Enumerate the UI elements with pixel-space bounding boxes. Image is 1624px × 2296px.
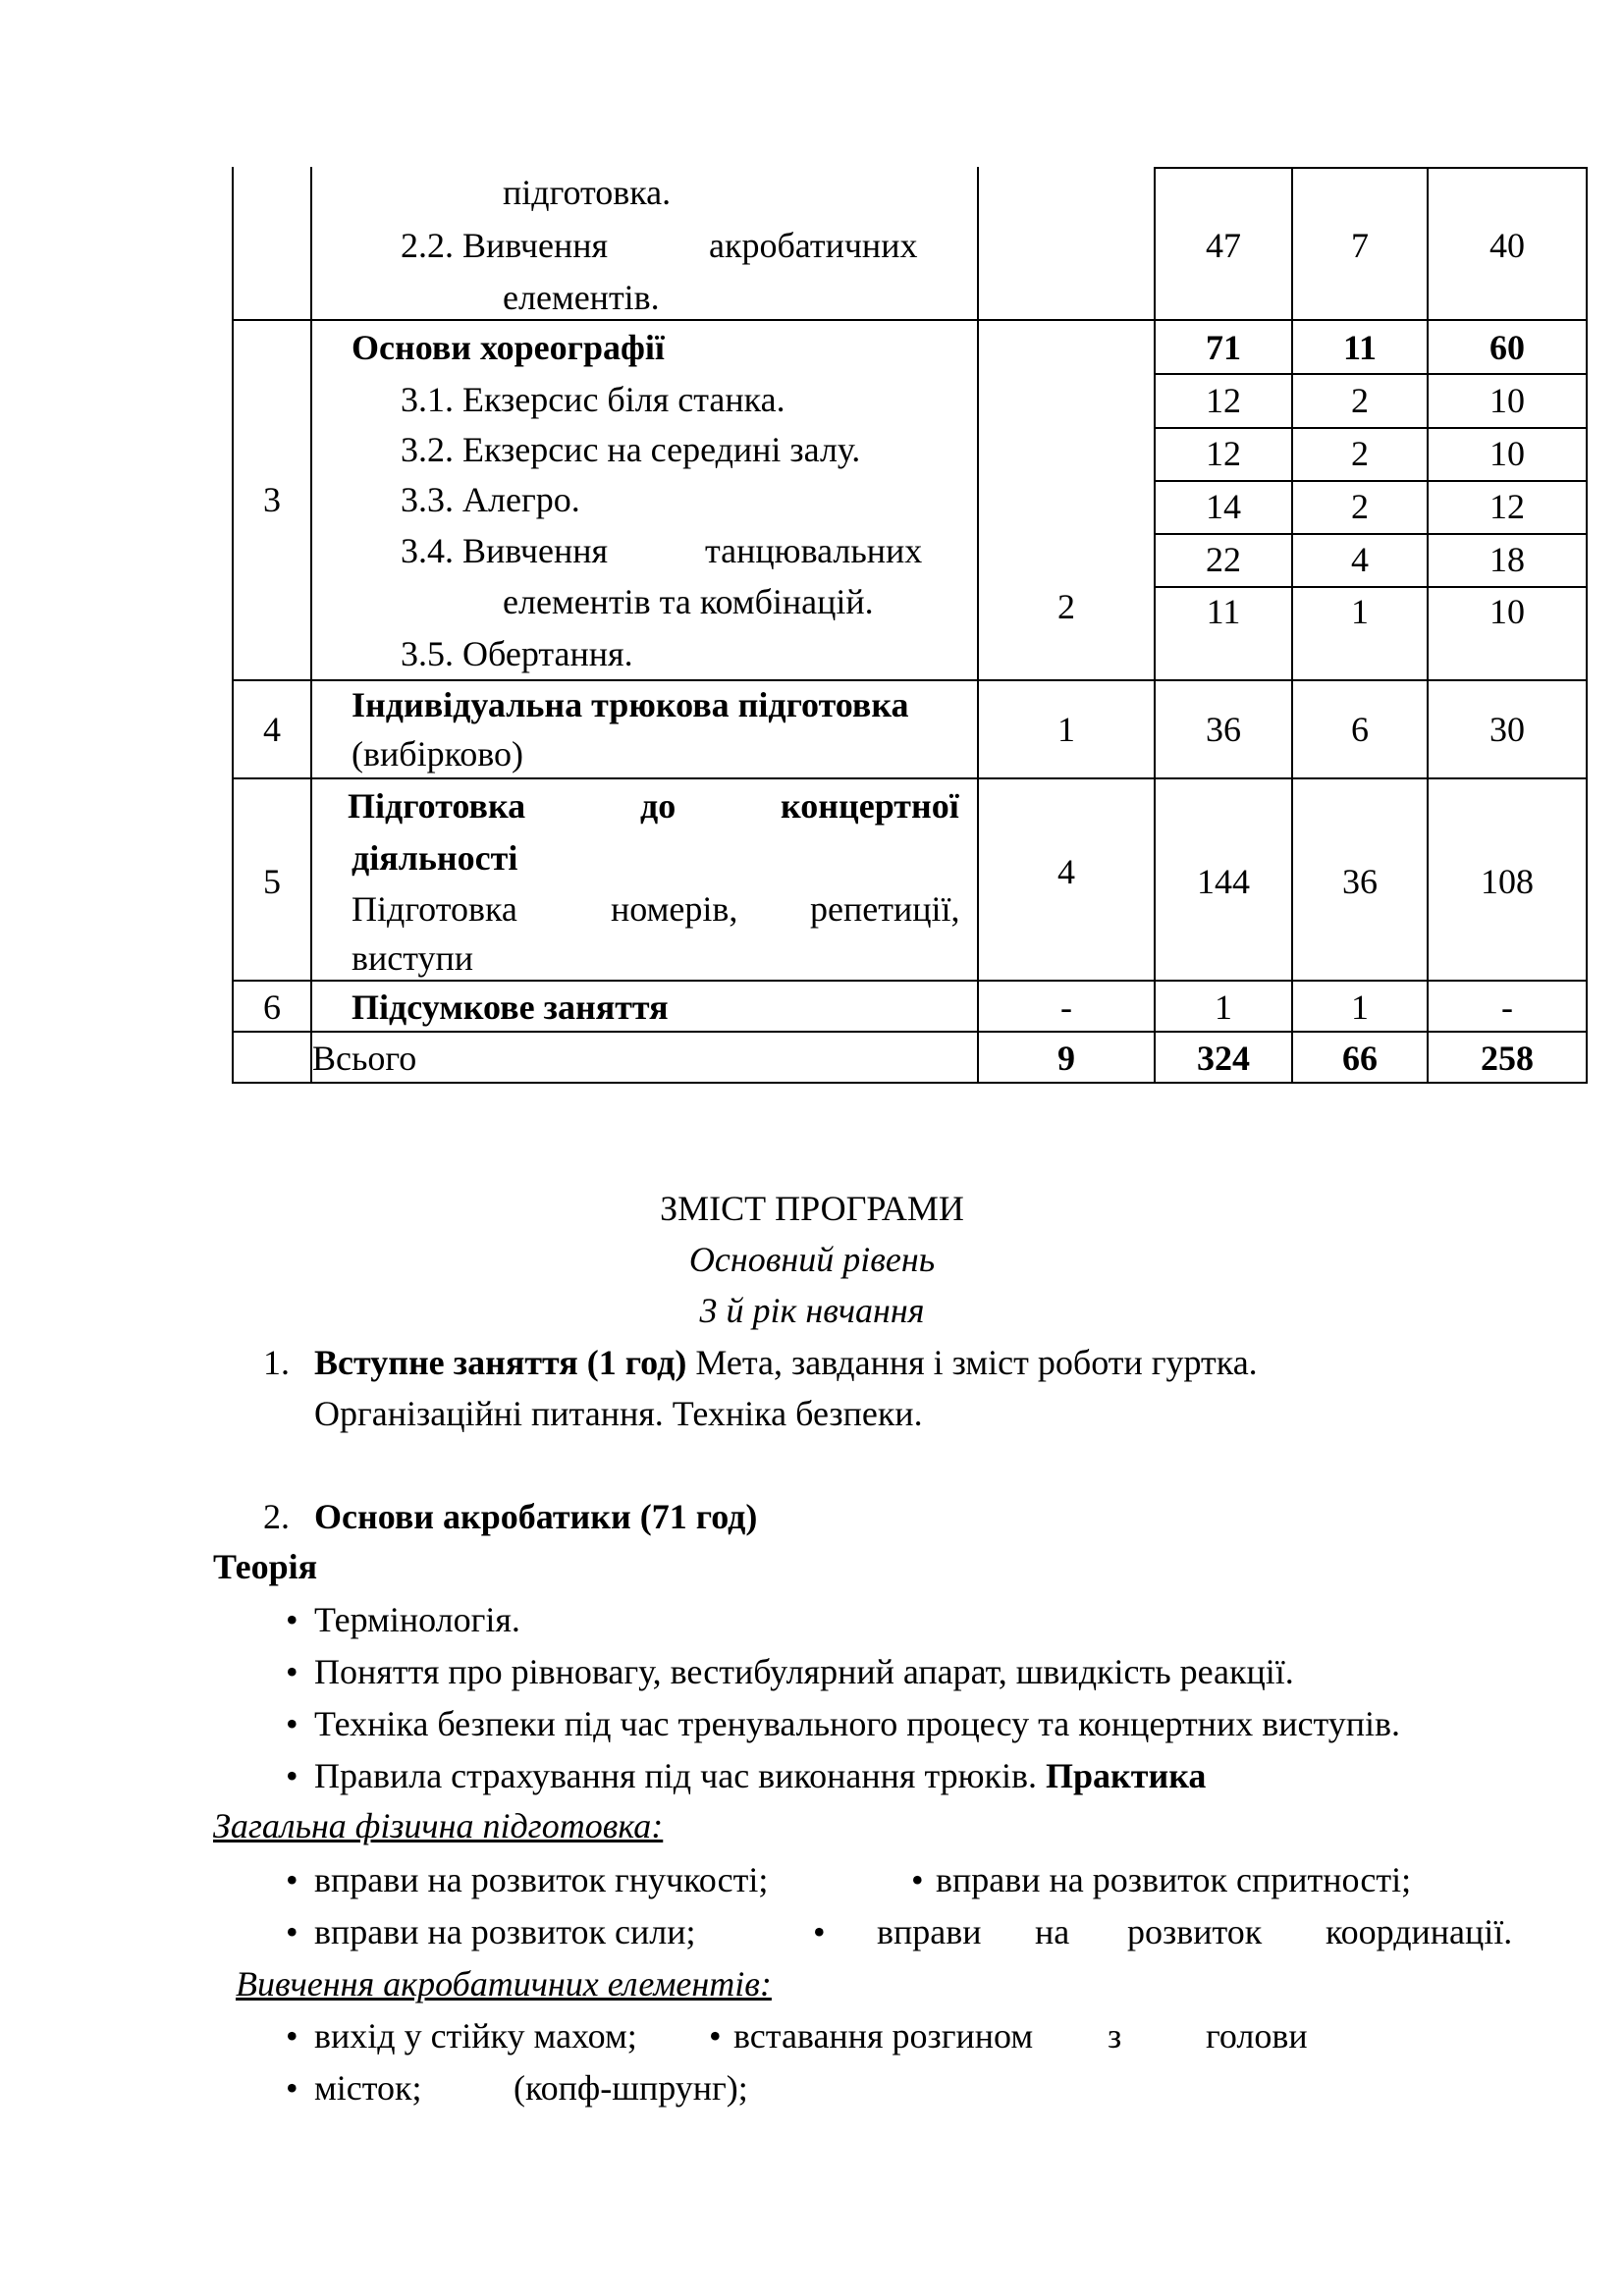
cell-theory: 36 <box>1342 862 1378 901</box>
year-subtitle: 3 й рік нвчання <box>699 1291 925 1330</box>
bullet-icon: • <box>813 1912 826 1951</box>
cell-practice: 40 <box>1489 226 1525 265</box>
cell-practice: 60 <box>1489 328 1525 367</box>
cell-theory: 4 <box>1351 540 1369 579</box>
list-item: (копф-шпрунг); <box>514 2068 748 2108</box>
cell-theory: 2 <box>1351 381 1369 420</box>
row-number: 4 <box>263 710 281 749</box>
row-number: 3 <box>263 480 281 519</box>
bullet-icon: • <box>286 1704 298 1743</box>
cell-total: 1 <box>1215 988 1232 1027</box>
cell-total: 36 <box>1206 710 1241 749</box>
section-title: Підсумкове заняття <box>352 988 669 1027</box>
cell-practice: 12 <box>1489 487 1525 526</box>
cell-weekly: 4 <box>1057 852 1075 891</box>
list-item <box>314 1758 1206 1793</box>
list-item: місток; <box>314 2068 422 2108</box>
subsection-label: Вивчення акробатичних елементів: <box>236 1964 772 2003</box>
bullet-icon: • <box>286 2068 298 2108</box>
table-row-divider <box>232 1031 1588 1033</box>
section-text: Мета, завдання і зміст роботи гуртка. <box>686 1343 1258 1382</box>
cell-theory: 2 <box>1351 487 1369 526</box>
table-row-divider <box>1154 167 1588 169</box>
theory-label: Теорія <box>213 1547 318 1586</box>
cell-total: 11 <box>1206 592 1241 631</box>
cell-theory: 1 <box>1351 988 1369 1027</box>
cell-practice: 30 <box>1489 710 1525 749</box>
level-subtitle: Основний рівень <box>688 1240 936 1279</box>
list-item: вихід у стійку махом; <box>314 2016 637 2056</box>
cell-theory: 6 <box>1351 710 1369 749</box>
section-title: концертної <box>781 786 959 826</box>
section-1 <box>314 1345 1258 1380</box>
cell-practice: 18 <box>1489 540 1525 579</box>
table-col-divider <box>310 167 312 1082</box>
list-item-word: координації. <box>1326 1912 1513 1951</box>
table-border-bottom <box>232 1082 1588 1084</box>
cell-text: Підготовка <box>352 889 517 929</box>
table-border-left <box>232 167 234 1082</box>
list-item: вправи на розвиток сили; <box>314 1912 696 1951</box>
section-title: Основи акробатики (71 год) <box>314 1497 758 1536</box>
cell-practice: 10 <box>1489 592 1525 631</box>
section-title: Вступне заняття (1 год) <box>314 1343 687 1382</box>
bullet-icon: • <box>286 1756 298 1795</box>
cell-practice: 258 <box>1481 1039 1534 1078</box>
section-title: Індивідуальна трюкова підготовка <box>352 685 909 724</box>
cell-text: репетиції, <box>810 889 960 929</box>
cell-total: 324 <box>1197 1039 1250 1078</box>
table-row-divider <box>232 777 1588 779</box>
cell-practice: 10 <box>1489 434 1525 473</box>
cell-text: танцювальних <box>705 531 923 570</box>
section-text: Організаційні питання. Техніка безпеки. <box>314 1394 923 1433</box>
cell-theory: 66 <box>1342 1039 1378 1078</box>
cell-total: 12 <box>1206 434 1241 473</box>
list-item-word: вправи <box>877 1912 982 1951</box>
cell-text: 2.2. Вивчення <box>401 226 609 265</box>
table-row-divider <box>232 319 1588 321</box>
cell-weekly: 1 <box>1057 710 1075 749</box>
cell-weekly: - <box>1060 988 1072 1027</box>
table-row-divider <box>1154 427 1588 429</box>
cell-text: 3.1. Екзерсис біля станка. <box>401 380 785 419</box>
section-title: Підготовка <box>348 786 526 826</box>
cell-text: (вибірково) <box>352 734 523 774</box>
list-item-word: голови <box>1206 2016 1308 2056</box>
cell-practice: - <box>1501 988 1513 1027</box>
cell-practice: 10 <box>1489 381 1525 420</box>
cell-text: елементів та комбінацій. <box>503 582 874 621</box>
cell-text: 3.4. Вивчення <box>401 531 609 570</box>
cell-theory: 7 <box>1351 226 1369 265</box>
table-row-divider <box>1154 480 1588 482</box>
section-title: Основи хореографії <box>352 328 665 367</box>
bullet-icon: • <box>286 1912 298 1951</box>
cell-text: 3.5. Обертання. <box>401 634 633 673</box>
section-number: 1. <box>263 1343 290 1382</box>
cell-weekly: 9 <box>1057 1039 1075 1078</box>
table-row-divider <box>232 980 1588 982</box>
cell-text: акробатичних <box>709 226 918 265</box>
list-item: Поняття про рівновагу, вестибулярний апарат, швидкість реакції. <box>314 1652 1294 1691</box>
cell-total: 47 <box>1206 226 1241 265</box>
cell-practice: 108 <box>1481 862 1534 901</box>
list-item: Техніка безпеки під час тренувального процесу та концертних виступів. <box>314 1704 1400 1743</box>
cell-text: номерів, <box>611 889 738 929</box>
total-label: Всього <box>312 1039 417 1078</box>
table-col-divider <box>977 167 979 1082</box>
list-item: вправи на розвиток спритності; <box>936 1860 1412 1899</box>
list-item: вправи на розвиток гнучкості; <box>314 1860 769 1899</box>
table-border-right <box>1586 167 1588 1082</box>
cell-theory: 1 <box>1351 592 1369 631</box>
bullet-icon: • <box>709 2016 722 2056</box>
bullet-icon: • <box>286 1600 298 1639</box>
practice-label: Практика <box>1046 1756 1207 1795</box>
list-item-word: з <box>1108 2016 1122 2056</box>
cell-theory: 11 <box>1342 328 1377 367</box>
cell-weekly: 2 <box>1057 587 1075 626</box>
cell-total: 71 <box>1206 328 1241 367</box>
section-title: до <box>640 786 677 826</box>
list-item: Термінологія. <box>314 1600 520 1639</box>
section-title: діяльності <box>352 838 518 878</box>
cell-total: 22 <box>1206 540 1241 579</box>
list-item: вставання розгином <box>733 2016 1034 2056</box>
cell-text: виступи <box>352 938 474 978</box>
bullet-icon: • <box>286 2016 298 2056</box>
cell-text: 3.3. Алегро. <box>401 480 580 519</box>
section-number: 2. <box>263 1497 290 1536</box>
list-item-word: на <box>1035 1912 1070 1951</box>
bullet-icon: • <box>286 1652 298 1691</box>
row-number: 6 <box>263 988 281 1027</box>
cell-total: 12 <box>1206 381 1241 420</box>
list-item-text: Правила страхування під час виконання трюків. <box>314 1756 1037 1795</box>
table-row-divider <box>1154 373 1588 375</box>
table-row-divider <box>232 679 1588 681</box>
bullet-icon: • <box>286 1860 298 1899</box>
cell-total: 14 <box>1206 487 1241 526</box>
cell-text: елементів. <box>503 278 660 317</box>
cell-total: 144 <box>1197 862 1250 901</box>
cell-text: 3.2. Екзерсис на середині залу. <box>401 430 861 469</box>
row-number: 5 <box>263 862 281 901</box>
cell-text: підготовка. <box>503 173 672 212</box>
subsection-label: Загальна фізична підготовка: <box>213 1806 664 1845</box>
list-item-word: розвиток <box>1127 1912 1263 1951</box>
table-row-divider <box>1154 533 1588 535</box>
table-row-divider <box>1154 586 1588 588</box>
bullet-icon: • <box>911 1860 924 1899</box>
cell-theory: 2 <box>1351 434 1369 473</box>
page-heading: ЗМІСТ ПРОГРАМИ <box>660 1189 964 1228</box>
